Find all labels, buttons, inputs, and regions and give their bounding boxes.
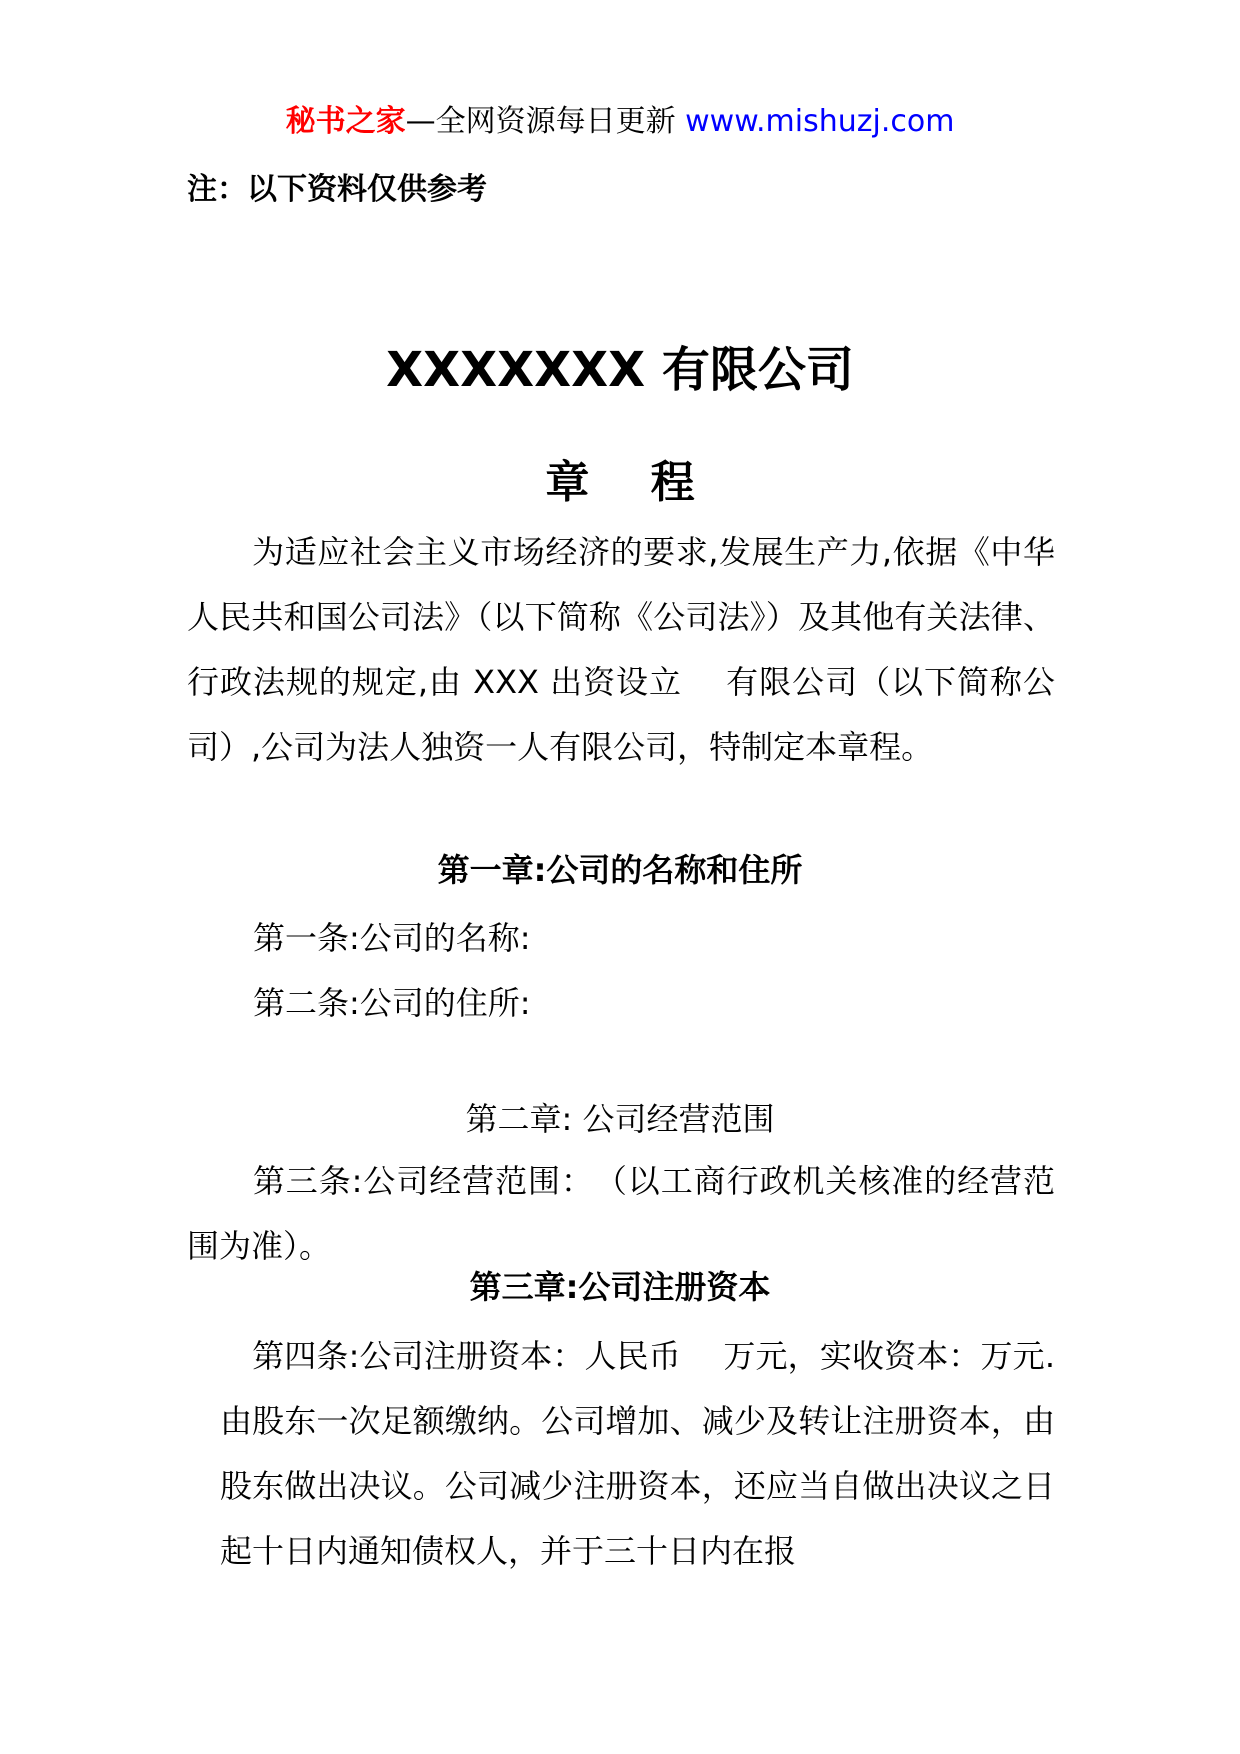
intro-paragraph: 为适应社会主义市场经济的要求,发展生产力,依据《中华人民共和国公司法》（以下简称《公司法》）及其他有关法律、行政法规的规定,由 XXX 出资设立 有限公司（以下简称公司）,公司为法人独资一人有限公司，特制定本章程。: [187, 533, 1055, 766]
site-header: [0, 102, 1240, 142]
chapter-3-heading: 第三章:公司注册资本: [469, 1268, 771, 1306]
chapter-2-heading: 第二章: 公司经营范围: [465, 1100, 775, 1138]
article-4: 第四条:公司注册资本：人民币 万元，实收资本：万元.由股东一次足额缴纳。公司增加、减少及转让注册资本，由股东做出决议。公司减少注册资本，还应当自做出决议之日起十日内通知债权人，并于三十日内在报: [220, 1337, 1055, 1570]
reference-note: 注：以下资料仅供参考: [187, 172, 487, 207]
article-1: 第一条:公司的名称:: [253, 919, 531, 957]
company-title: XXXXXXX 有限公司: [386, 342, 854, 398]
chapter-1-heading: 第一章:公司的名称和住所: [437, 851, 803, 889]
article-2: 第二条:公司的住所:: [253, 984, 531, 1022]
article-3: 第三条:公司经营范围： （以工商行政机关核准的经营范围为准）。: [187, 1162, 1055, 1265]
header-tagline: —全网资源每日更新: [405, 104, 686, 139]
document-subtitle: 章 程: [545, 457, 695, 508]
brand-name: 秘书之家: [285, 104, 406, 139]
site-url-link[interactable]: www.mishuzj.com: [685, 104, 955, 139]
